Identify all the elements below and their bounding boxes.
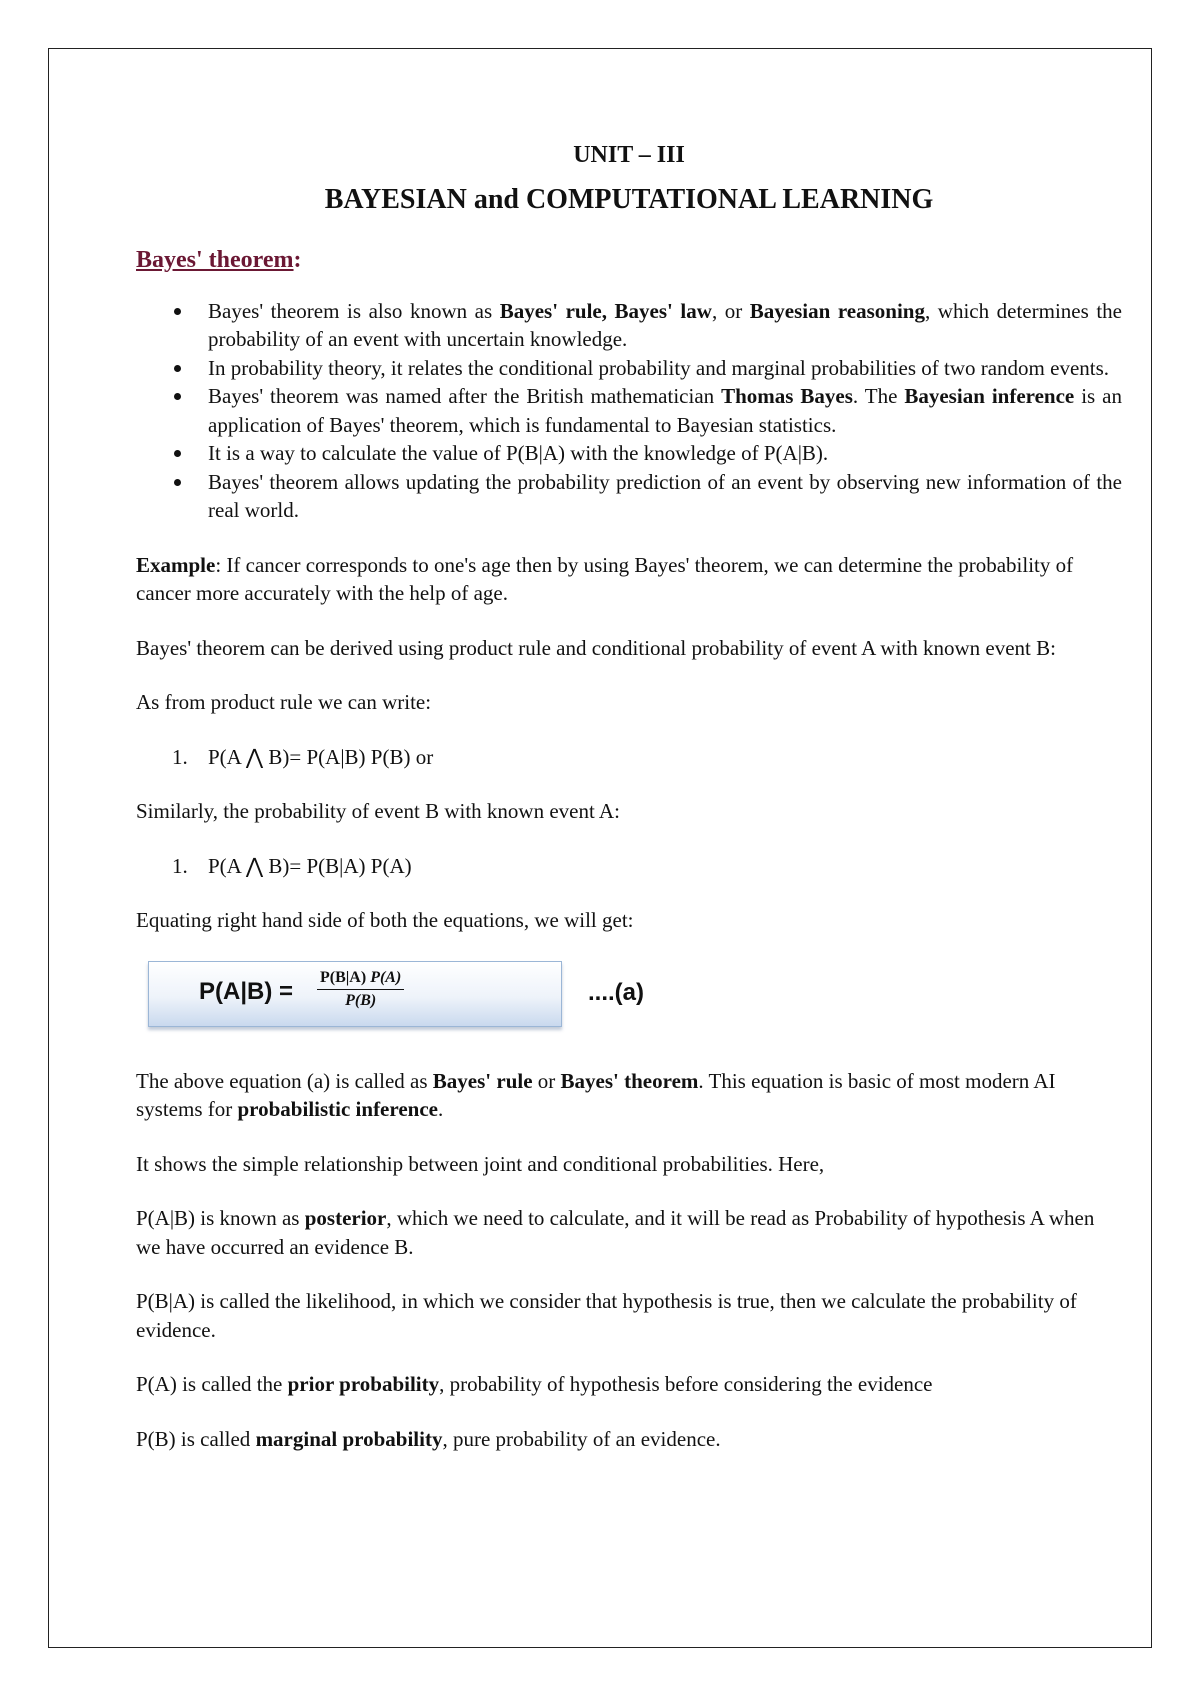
marginal-paragraph [136, 1425, 1122, 1454]
equation-number: 1. [172, 853, 188, 878]
bullet-item [136, 439, 1122, 468]
bullet-text: Bayes' theorem was named after the British mathematician [208, 384, 722, 408]
relationship-paragraph: It shows the simple relationship between joint and conditional probabilities. Here, [136, 1151, 825, 1176]
bullet-text: It is a way to calculate the value of P(B|A) with the knowledge of P(A|B). [208, 441, 829, 465]
equation-1 [136, 743, 1122, 772]
text: , which we need to calculate, and it will be read as Probability of hypothesis A when we have occurred an evidence B. [136, 1206, 1095, 1259]
text: P(A) is called the [136, 1372, 288, 1396]
equation-text: P(A ⋀ B)= P(B|A) P(A) [208, 853, 412, 878]
example-text: : If cancer corresponds to one's age then by using Bayes' theorem, we can determine the probability of cancer more accurately with the help of age. [136, 552, 1074, 605]
bullet-item [136, 468, 1122, 525]
likelihood-paragraph: P(B|A) is called the likelihood, in which we consider that hypothesis is true, then we calculate the probability of evidence. [136, 1289, 1077, 1342]
example-paragraph [136, 551, 1122, 608]
unit-title: UNIT – III [573, 142, 685, 168]
similarly-paragraph: Similarly, the probability of event B with known event A: [136, 799, 620, 823]
bold-text: Bayes' rule [432, 1068, 533, 1093]
text: P(B) is called [136, 1426, 256, 1451]
section-heading-text: Bayes' theorem [136, 247, 294, 273]
bullet-text: In probability theory, it relates the conditional probability and marginal probabilities of two random events. [208, 355, 1110, 380]
text: . This equation is basic of most modern AI systems for [136, 1068, 1056, 1121]
bullet-item [136, 297, 1122, 354]
formula-fraction [317, 967, 404, 1012]
text: , pure probability of an evidence. [442, 1426, 721, 1451]
document-body [136, 132, 1122, 1479]
text: P(A|B) is known as [136, 1206, 305, 1230]
text: , probability of hypothesis before considering the evidence [439, 1372, 933, 1396]
bullet-bold: Bayesian reasoning [749, 298, 925, 323]
main-title: BAYESIAN and COMPUTATIONAL LEARNING [324, 184, 934, 215]
formula-numerator [317, 967, 404, 990]
text: The above equation (a) is called as [136, 1068, 433, 1093]
bayes-rule-paragraph [136, 1067, 1122, 1124]
formula-denominator: P(B) [345, 991, 377, 1009]
bullet-text: , which determines the probability of an event with uncertain knowledge. [208, 298, 1122, 351]
bullet-text: Bayes' theorem is also known as [208, 298, 500, 323]
bullet-bold: Bayes' rule, Bayes' law [499, 298, 712, 323]
posterior-paragraph [136, 1204, 1122, 1261]
derivation-intro: Bayes' theorem can be derived using product rule and conditional probability of event A with known event B: [136, 635, 1056, 660]
bullet-item [136, 382, 1122, 439]
text: . [437, 1097, 444, 1121]
equation-number: 1. [172, 744, 188, 769]
bullet-text: . The [852, 384, 905, 408]
bullet-bold: Thomas Bayes [721, 384, 853, 408]
product-rule-intro: As from product rule we can write: [136, 690, 432, 714]
text: or [532, 1068, 561, 1093]
bullet-text: Bayes' theorem allows updating the probability prediction of an event by observing new information of the real world. [208, 469, 1122, 522]
section-heading [136, 246, 1122, 275]
numerator-plain: P(B|A) [320, 968, 371, 986]
bold-text: posterior [304, 1206, 387, 1230]
prior-paragraph [136, 1370, 1122, 1399]
equation-text: P(A ⋀ B)= P(A|B) P(B) or [208, 744, 434, 769]
bold-text: marginal probability [255, 1426, 443, 1451]
bold-text: Bayes' theorem [560, 1068, 699, 1093]
equating-paragraph: Equating right hand side of both the equations, we will get: [136, 908, 634, 932]
numerator-italic: P(A) [370, 968, 402, 986]
bold-text: probabilistic inference [237, 1097, 438, 1121]
formula-tag: ....(a) [588, 978, 645, 1006]
bullet-list [136, 297, 1122, 525]
bullet-text: is an application of Bayes' theorem, which is fundamental to Bayesian statistics. [208, 384, 1122, 437]
equation-2 [136, 852, 1122, 881]
bold-text: prior probability [287, 1372, 440, 1396]
example-label: Example [136, 552, 216, 577]
bullet-text: , or [711, 298, 750, 323]
bullet-bold: Bayesian inference [904, 384, 1075, 408]
section-heading-colon: : [293, 247, 302, 273]
formula-lhs: P(A|B) = [199, 977, 294, 1005]
bayes-formula-row [136, 961, 1122, 1031]
bayes-formula-box [148, 961, 562, 1027]
bullet-item [136, 354, 1122, 383]
